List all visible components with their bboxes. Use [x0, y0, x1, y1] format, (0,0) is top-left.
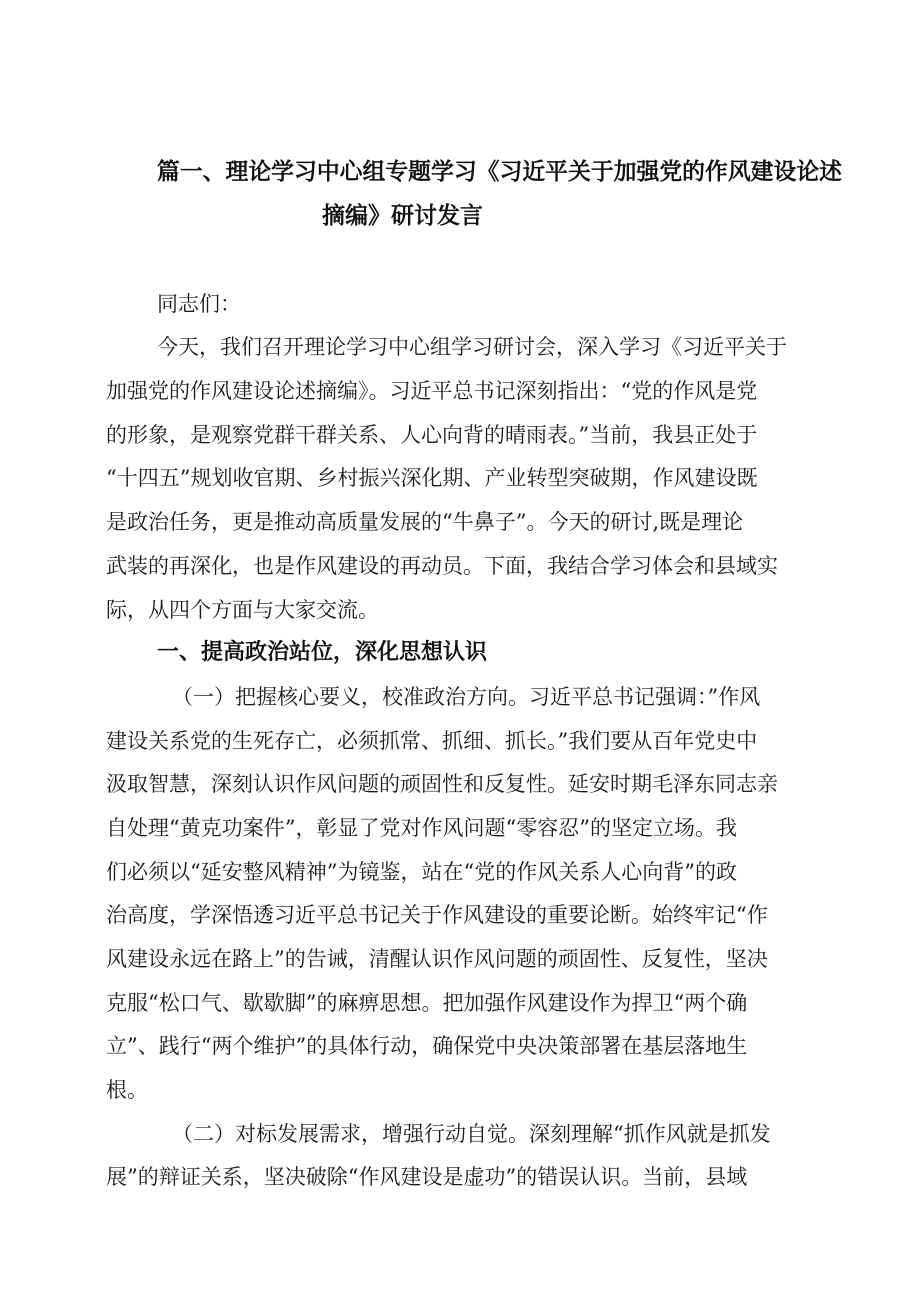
para1-line-10: 根。 — [106, 1078, 148, 1102]
para1-line-3: 汲取智慧，深刻认识作风问题的顽固性和反复性。延安时期毛泽东同志亲 — [106, 772, 778, 796]
para1-line-7: 风建设永远在路上”的告诫，清醒认识作风问题的顽固性、反复性，坚决 — [106, 947, 768, 971]
para1-line-6: 治高度，学深悟透习近平总书记关于作风建设的重要论断。始终牢记“作 — [106, 903, 768, 927]
document-title-line-1: 篇一、理论学习中心组专题学习《习近平关于加强党的作风建设论述 — [157, 159, 842, 185]
para1-line-4: 自处理“黄克功案件”，彰显了党对作风问题“零容忍”的坚定立场。我 — [106, 816, 737, 840]
intro-line-3: 的形象，是观察党群干群关系、人心向背的晴雨表。”当前，我县正处于 — [106, 423, 758, 447]
para1-line-5: 们必须以“延安整风精神”为镜鉴，站在“党的作风关系人心向背”的政 — [106, 860, 737, 884]
document-title-line-2: 摘编》研讨发言 — [322, 203, 483, 229]
para1-line-1: （一）把握核心要义，校准政治方向。习近平总书记强调：”作风 — [172, 685, 761, 709]
para1-line-2: 建设关系党的生死存亡，必须抓常、抓细、抓长。”我们要从百年党史中 — [106, 729, 758, 753]
salutation: 同志们： — [157, 292, 241, 316]
intro-line-2: 加强党的作风建设论述摘编》。习近平总书记深刻指出：“党的作风是党 — [106, 379, 758, 403]
intro-line-1: 今天，我们召开理论学习中心组学习研讨会，深入学习《习近平关于 — [157, 335, 787, 359]
para1-line-8: 克服“松口气、歇歇脚”的麻痹思想。把加强作风建设作为捍卫“两个确 — [106, 991, 748, 1015]
intro-line-4: “十四五”规划收官期、乡村振兴深化期、产业转型突破期，作风建设既 — [106, 466, 758, 490]
para2-line-1: （二）对标发展需求，增强行动自觉。深刻理解“抓作风就是抓发 — [172, 1122, 771, 1146]
para2-line-2: 展”的辩证关系，坚决破除“作风建设是虚功”的错误认识。当前，县域 — [106, 1165, 748, 1189]
section-1-heading: 一、提高政治站位，深化思想认识 — [157, 640, 488, 665]
intro-line-7: 际，从四个方面与大家交流。 — [106, 598, 379, 622]
para1-line-9: 立”、践行“两个维护”的具体行动，确保党中央决策部署在基层落地生 — [106, 1034, 748, 1058]
intro-line-6: 武装的再深化，也是作风建设的再动员。下面，我结合学习体会和县域实 — [106, 554, 778, 578]
intro-line-5: 是政治任务，更是推动高质量发展的“牛鼻子”。今天的研讨,既是理论 — [106, 510, 744, 534]
